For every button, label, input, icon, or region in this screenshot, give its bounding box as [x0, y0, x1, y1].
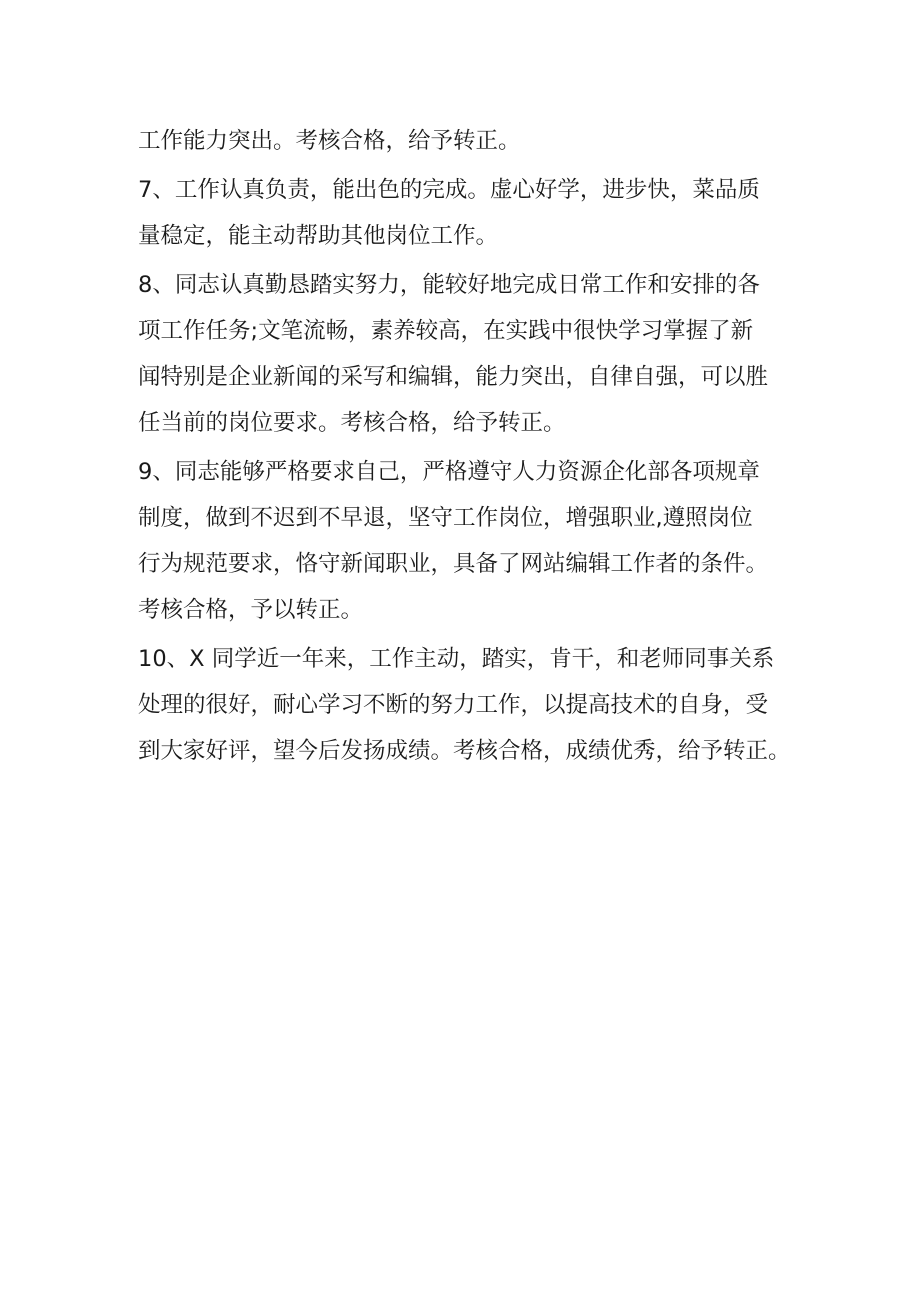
- text-line: 8、同志认真勤恳踏实努力，能较好地完成日常工作和安排的各: [138, 272, 760, 298]
- paragraph-continuation: [138, 118, 798, 164]
- text-line: 闻特别是企业新闻的采写和编辑，能力突出，自律自强，可以胜: [138, 364, 769, 390]
- document-body: [138, 118, 798, 774]
- text-line: 工作能力突出。考核合格，给予转正。: [138, 128, 521, 154]
- text-line: 到大家好评，望今后发扬成绩。考核合格，成绩优秀，给予转正。: [138, 738, 791, 764]
- text-line: 任当前的岗位要求。考核合格，给予转正。: [138, 410, 566, 436]
- text-line: 10、X 同学近一年来，工作主动，踏实，肯干，和老师同事关系: [138, 646, 775, 672]
- text-line: 项工作任务;文笔流畅，素养较高，在实践中很快学习掌握了新: [138, 318, 754, 344]
- text-line: 处理的很好，耐心学习不断的努力工作，以提高技术的自身，受: [138, 692, 769, 718]
- paragraph-item-10: [138, 636, 798, 774]
- text-line: 量稳定，能主动帮助其他岗位工作。: [138, 223, 499, 249]
- text-line: 7、工作认真负责，能出色的完成。虚心好学，进步快，菜品质: [138, 177, 760, 203]
- paragraph-item-7: [138, 167, 798, 259]
- text-line: 行为规范要求，恪守新闻职业，具备了网站编辑工作者的条件。: [138, 551, 769, 577]
- paragraph-item-8: [138, 262, 798, 446]
- text-line: 制度，做到不迟到不早退，坚守工作岗位，增强职业,遵照岗位: [138, 505, 753, 531]
- paragraph-item-9: [138, 449, 798, 633]
- text-line: 考核合格，予以转正。: [138, 597, 364, 623]
- text-line: 9、同志能够严格要求自己，严格遵守人力资源企化部各项规章: [138, 459, 760, 485]
